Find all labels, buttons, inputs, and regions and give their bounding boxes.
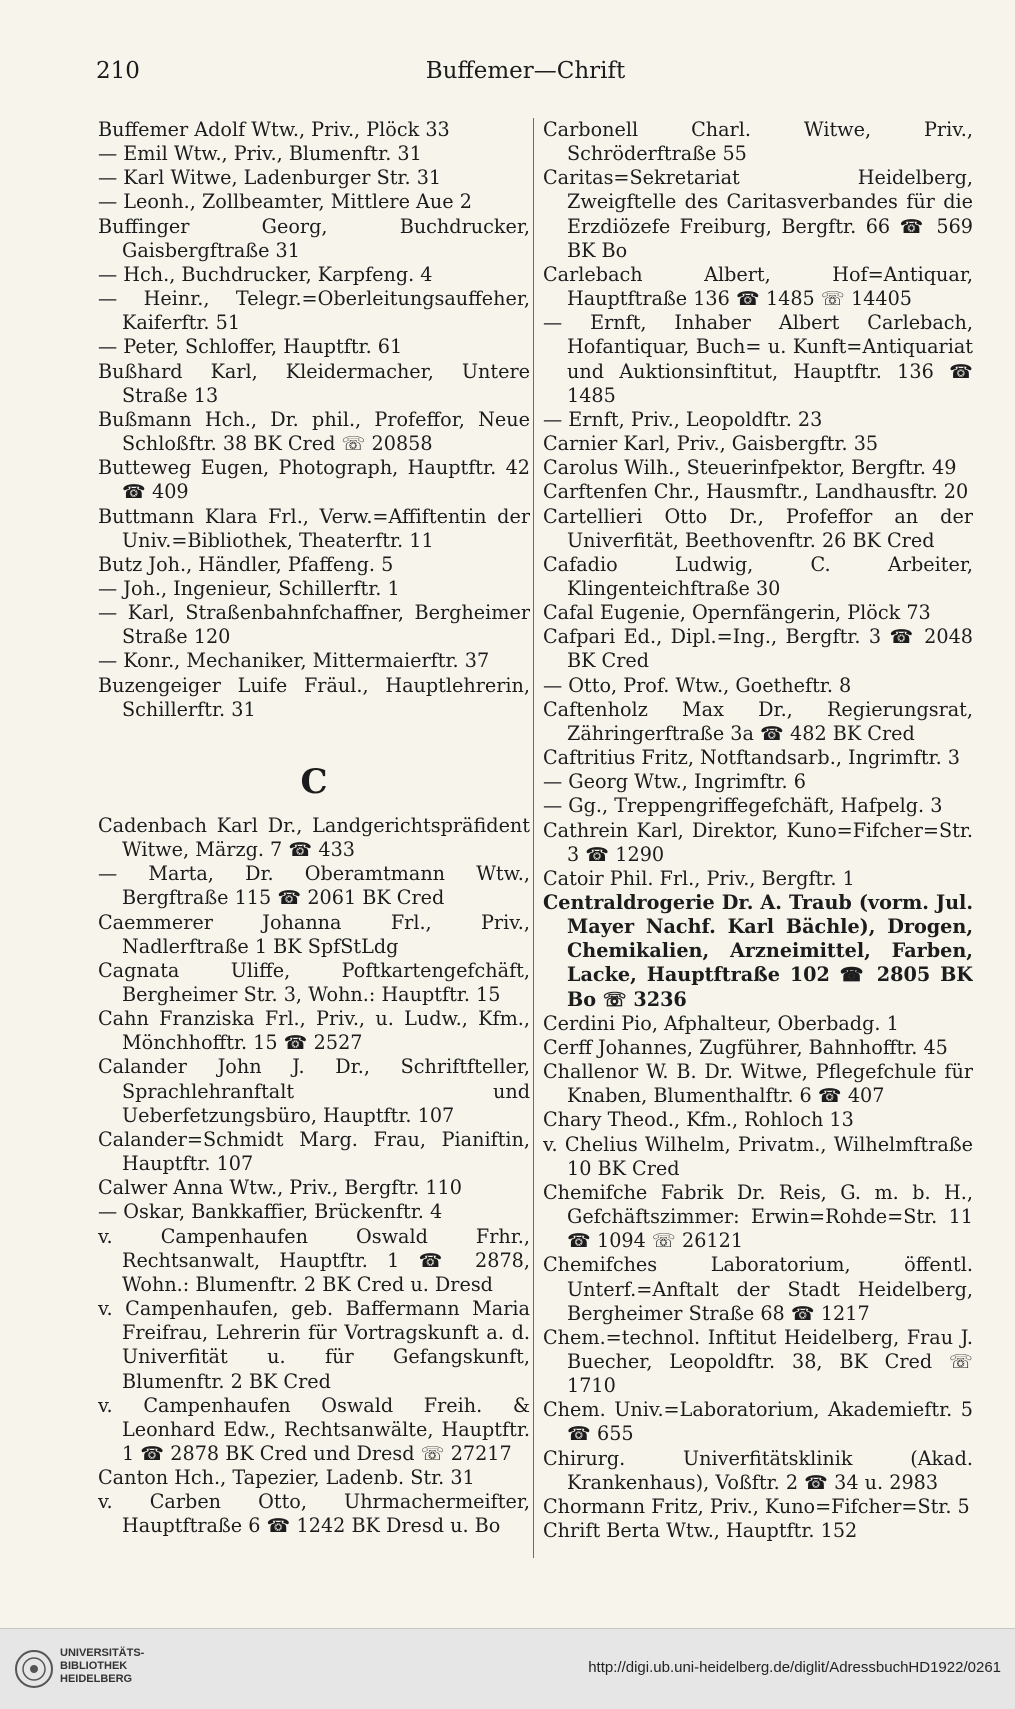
- left-column: [98, 118, 530, 1588]
- directory-entry: Buzengeiger Luife Fräul., Hauptlehrerin, Schillerftr. 31: [98, 673, 530, 721]
- directory-entry: — Gg., Treppengriffegefchäft, Hafpelg. 3: [543, 794, 943, 818]
- right-column: [543, 118, 973, 1588]
- directory-entry: Buffemer Adolf Wtw., Priv., Plöck 33: [98, 118, 450, 141]
- directory-entry: Calander John J. Dr., Schriftfteller, Sprachlehranftalt und Ueberfetzungsbüro, Hauptftr. 107: [98, 1055, 530, 1127]
- directory-entry: Centraldrogerie Dr. A. Traub (vorm. Jul. Mayer Nachf. Karl Bächle), Drogen, Chemikalien, Arzneimittel, Farben, Lacke, Hauptftraße 102 ☎ 2805 BK Bo ☏ 3236: [543, 891, 973, 1011]
- directory-entry: Cagnata Uliffe, Poftkartengefchäft, Bergheimer Str. 3, Wohn.: Hauptftr. 15: [98, 958, 530, 1006]
- directory-entry: Chirurg. Univerfitätsklinik (Akad. Krankenhaus), Voßftr. 2 ☎ 34 u. 2983: [543, 1446, 973, 1494]
- directory-entry: Calander=Schmidt Marg. Frau, Pianiftin, Hauptftr. 107: [98, 1127, 530, 1176]
- directory-entry: Cahn Franziska Frl., Priv., u. Ludw., Kfm., Mönchhofftr. 15 ☎ 2527: [98, 1007, 530, 1055]
- running-title: Buffemer—Chrift: [425, 58, 626, 84]
- directory-entry: Caemmerer Johanna Frl., Priv., Nadlerftraße 1 BK SpfStLdg: [98, 910, 530, 958]
- directory-entry: — Peter, Schloffer, Hauptftr. 61: [98, 335, 403, 359]
- directory-entry: — Georg Wtw., Ingrimftr. 6: [543, 770, 806, 794]
- left-entries-before: [98, 118, 530, 722]
- directory-entry: Carlebach Albert, Hof=Antiquar, Hauptftraße 136 ☎ 1485 ☏ 14405: [543, 262, 973, 311]
- directory-entry: Calwer Anna Wtw., Priv., Bergftr. 110: [98, 1176, 462, 1200]
- logo-line: UNIVERSITÄTS-: [60, 1647, 145, 1659]
- directory-entry: Caritas=Sekretariat Heidelberg, Zweigftelle des Caritasverbandes für die Erzdiözefe Freiburg, Bergftr. 66 ☎ 569 BK Bo: [543, 166, 973, 262]
- directory-entry: Cathrein Karl, Direktor, Kuno=Fifcher=Str. 3 ☎ 1290: [543, 818, 973, 866]
- directory-entry: Cafadio Ludwig, C. Arbeiter, Klingenteichftraße 30: [543, 552, 973, 600]
- directory-entry: v. Campenhaufen Oswald Freih. & Leonhard Edw., Rechtsanwälte, Hauptftr. 1 ☎ 2878 BK Cred und Dresd ☏ 27217: [98, 1393, 530, 1465]
- directory-entry: — Marta, Dr. Oberamtmann Wtw., Bergftraße 115 ☎ 2061 BK Cred: [98, 862, 530, 910]
- directory-entry: v. Chelius Wilhelm, Privatm., Wilhelmftraße 10 BK Cred: [543, 1132, 973, 1180]
- directory-entry: — Ernft, Priv., Leopoldftr. 23: [543, 407, 823, 431]
- page-header: [96, 58, 955, 94]
- logo-line: HEIDELBERG: [60, 1673, 133, 1685]
- directory-entry: Cafpari Ed., Dipl.=Ing., Bergftr. 3 ☎ 2048 BK Cred: [543, 625, 973, 673]
- directory-entry: Cerff Johannes, Zugführer, Bahnhofftr. 45: [543, 1035, 948, 1059]
- directory-entry: — Heinr., Telegr.=Oberleitungsauffeher, Kaiferftr. 51: [98, 287, 530, 335]
- directory-entry: — Joh., Ingenieur, Schillerftr. 1: [98, 576, 400, 600]
- directory-entry: Buffinger Georg, Buchdrucker, Gaisbergftraße 31: [98, 214, 530, 262]
- library-logo-text: [60, 1647, 180, 1686]
- directory-entry: Bußhard Karl, Kleidermacher, Untere Straße 13: [98, 359, 530, 407]
- directory-entry: Butz Joh., Händler, Pfaffeng. 5: [98, 552, 394, 576]
- directory-entry: — Otto, Prof. Wtw., Goetheftr. 8: [543, 673, 852, 697]
- directory-entry: — Ernft, Inhaber Albert Carlebach, Hofantiquar, Buch= u. Kunft=Antiquariat und Auktionsinftitut, Hauptftr. 136 ☎ 1485: [543, 311, 973, 407]
- source-url[interactable]: http://digi.ub.uni-heidelberg.de/diglit/AdressbuchHD1922/0261: [588, 1659, 1001, 1676]
- directory-entry: v. Campenhaufen, geb. Baffermann Maria Freifrau, Lehrerin für Vortragskunft a. d. Univerfität u. für Gefangskunft, Blumenftr. 2 BK Cred: [98, 1297, 530, 1393]
- directory-entry: Buttmann Klara Frl., Verw.=Affiftentin der Univ.=Bibliothek, Theaterftr. 11: [98, 504, 530, 552]
- directory-entry: — Konr., Mechaniker, Mittermaierftr. 37: [98, 649, 490, 673]
- directory-entry: Chormann Fritz, Priv., Kuno=Fifcher=Str. 5: [543, 1494, 970, 1518]
- directory-entry: — Emil Wtw., Priv., Blumenftr. 31: [98, 142, 422, 166]
- directory-entry: Chemifche Fabrik Dr. Reis, G. m. b. H., Gefchäftszimmer: Erwin=Rohde=Str. 11 ☎ 1094 ☏ 26121: [543, 1180, 973, 1253]
- directory-entry: Chem.=technol. Inftitut Heidelberg, Frau J. Buecher, Leopoldftr. 38, BK Cred ☏ 1710: [543, 1325, 973, 1398]
- directory-entry: Catoir Phil. Frl., Priv., Bergftr. 1: [543, 866, 855, 890]
- directory-entry: Carftenfen Chr., Hausmftr., Landhausftr. 20: [543, 480, 969, 504]
- directory-entry: Carolus Wilh., Steuerinfpektor, Bergftr. 49: [543, 456, 957, 480]
- directory-entry: Chemifches Laboratorium, öffentl. Unterf.=Anftalt der Stadt Heidelberg, Bergheimer Straße 68 ☎ 1217: [543, 1253, 973, 1325]
- directory-entry: Cerdini Pio, Afphalteur, Oberbadg. 1: [543, 1011, 899, 1035]
- directory-entry: Carnier Karl, Priv., Gaisbergftr. 35: [543, 432, 879, 456]
- directory-entry: Bußmann Hch., Dr. phil., Profeffor, Neue Schloßftr. 38 BK Cred ☏ 20858: [98, 407, 530, 456]
- logo-line: BIBLIOTHEK: [60, 1660, 128, 1672]
- directory-entry: Butteweg Eugen, Photograph, Hauptftr. 42 ☎ 409: [98, 456, 530, 504]
- directory-entry: — Karl Witwe, Ladenburger Str. 31: [98, 166, 442, 190]
- directory-entry: v. Campenhaufen Oswald Frhr., Rechtsanwalt, Hauptftr. 1 ☎ 2878, Wohn.: Blumenftr. 2 BK Cred u. Dresd: [98, 1224, 530, 1296]
- page-number: 210: [96, 58, 140, 84]
- column-divider: [533, 118, 534, 1558]
- directory-entry: Chrift Berta Wtw., Hauptftr. 152: [543, 1519, 858, 1543]
- right-entries: [543, 118, 973, 1543]
- directory-entry: — Oskar, Bankkaffier, Brückenftr. 4: [98, 1200, 443, 1224]
- section-letter: C: [300, 761, 328, 802]
- directory-entry: Cafal Eugenie, Opernfängerin, Plöck 73: [543, 601, 931, 625]
- directory-entry: Cadenbach Karl Dr., Landgerichtspräfident Witwe, Märzg. 7 ☎ 433: [98, 813, 530, 862]
- directory-entry: v. Carben Otto, Uhrmachermeifter, Hauptftraße 6 ☎ 1242 BK Dresd u. Bo: [98, 1490, 530, 1538]
- directory-entry: — Leonh., Zollbeamter, Mittlere Aue 2: [98, 190, 472, 214]
- directory-entry: Chem. Univ.=Laboratorium, Akademieftr. 5 ☎ 655: [543, 1398, 973, 1446]
- viewer-footer: [0, 1628, 1015, 1709]
- directory-entry: Carbonell Charl. Witwe, Priv., Schröderftraße 55: [543, 118, 973, 166]
- directory-entry: Chary Theod., Kfm., Rohloch 13: [543, 1108, 854, 1132]
- directory-entry: — Hch., Buchdrucker, Karpfeng. 4: [98, 262, 433, 286]
- left-entries-after: [98, 814, 530, 1539]
- directory-entry: Caftenholz Max Dr., Regierungsrat, Zähringerftraße 3a ☎ 482 BK Cred: [543, 697, 973, 745]
- directory-entry: Challenor W. B. Dr. Witwe, Pflegefchule für Knaben, Blumenthalftr. 6 ☎ 407: [543, 1060, 973, 1108]
- directory-entry: — Karl, Straßenbahnfchaffner, Bergheimer Straße 120: [98, 601, 530, 649]
- university-seal-icon: [14, 1649, 54, 1689]
- directory-entry: Caftritius Fritz, Notftandsarb., Ingrimftr. 3: [543, 746, 961, 770]
- directory-entry: Cartellieri Otto Dr., Profeffor an der Univerfität, Beethovenftr. 26 BK Cred: [543, 504, 973, 552]
- directory-entry: Canton Hch., Tapezier, Ladenb. Str. 31: [98, 1466, 475, 1490]
